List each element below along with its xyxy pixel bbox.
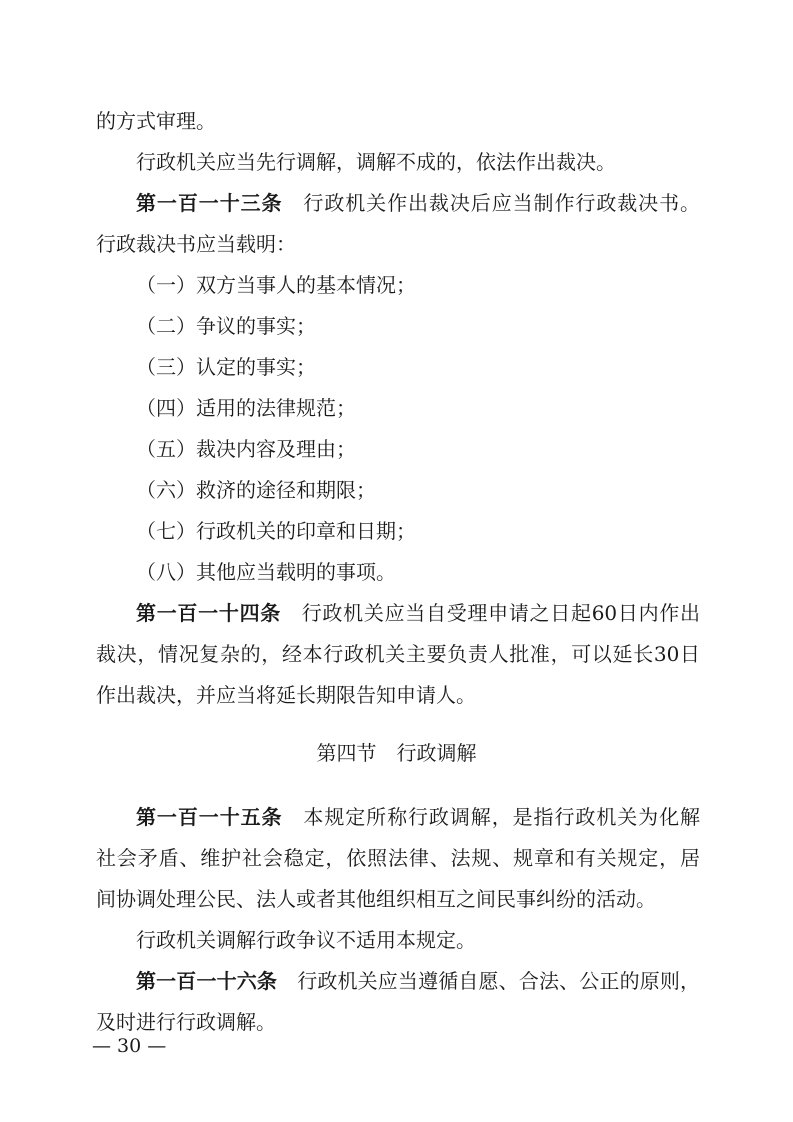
list-item: （八）其他应当载明的事项。 [136, 560, 396, 584]
article-text: 本规定所称行政调解，是指行政机关为化解 [302, 805, 701, 829]
article-text: 行政机关作出裁决后应当制作行政裁决书。 [302, 191, 701, 215]
page-number: — 30 — [92, 1035, 167, 1057]
list-item: （一）双方当事人的基本情况； [136, 273, 416, 297]
article-text: 行政机关应当遵循自愿、合法、公正的原则， [297, 969, 701, 993]
article-heading: 第一百一十三条 [136, 191, 283, 215]
list-item: （三）认定的事实； [136, 355, 316, 379]
article-116 [136, 969, 700, 993]
article-heading: 第一百一十六条 [136, 969, 278, 993]
section-heading: 第四节 行政调解 [316, 741, 477, 765]
list-item: （五）裁决内容及理由； [136, 437, 356, 461]
list-item: （七）行政机关的印章和日期； [136, 519, 416, 543]
article-115 [136, 805, 700, 829]
text-line: 行政机关应当先行调解，调解不成的，依法作出裁决。 [136, 150, 616, 174]
article-113 [136, 191, 700, 215]
text-line: 裁决，情况复杂的，经本行政机关主要负责人批准，可以延长30日 [96, 642, 700, 666]
article-114 [136, 601, 700, 625]
article-heading: 第一百一十五条 [136, 805, 283, 829]
article-text: 行政机关应当自受理申请之日起60日内作出 [301, 601, 701, 625]
article-heading: 第一百一十四条 [136, 601, 281, 625]
text-line: 间协调处理公民、法人或者其他组织相互之间民事纠纷的活动。 [96, 887, 656, 911]
text-line: 作出裁决，并应当将延长期限告知申请人。 [96, 683, 476, 707]
text-line: 的方式审理。 [96, 109, 216, 133]
text-line: 社会矛盾、维护社会稳定，依照法律、法规、规章和有关规定，居 [96, 846, 700, 870]
text-line: 行政机关调解行政争议不适用本规定。 [136, 928, 476, 952]
text-line: 行政裁决书应当载明： [96, 232, 296, 256]
list-item: （二）争议的事实； [136, 314, 316, 338]
text-line: 及时进行行政调解。 [96, 1010, 276, 1034]
list-item: （六）救济的途径和期限； [136, 478, 376, 502]
list-item: （四）适用的法律规范； [136, 396, 356, 420]
